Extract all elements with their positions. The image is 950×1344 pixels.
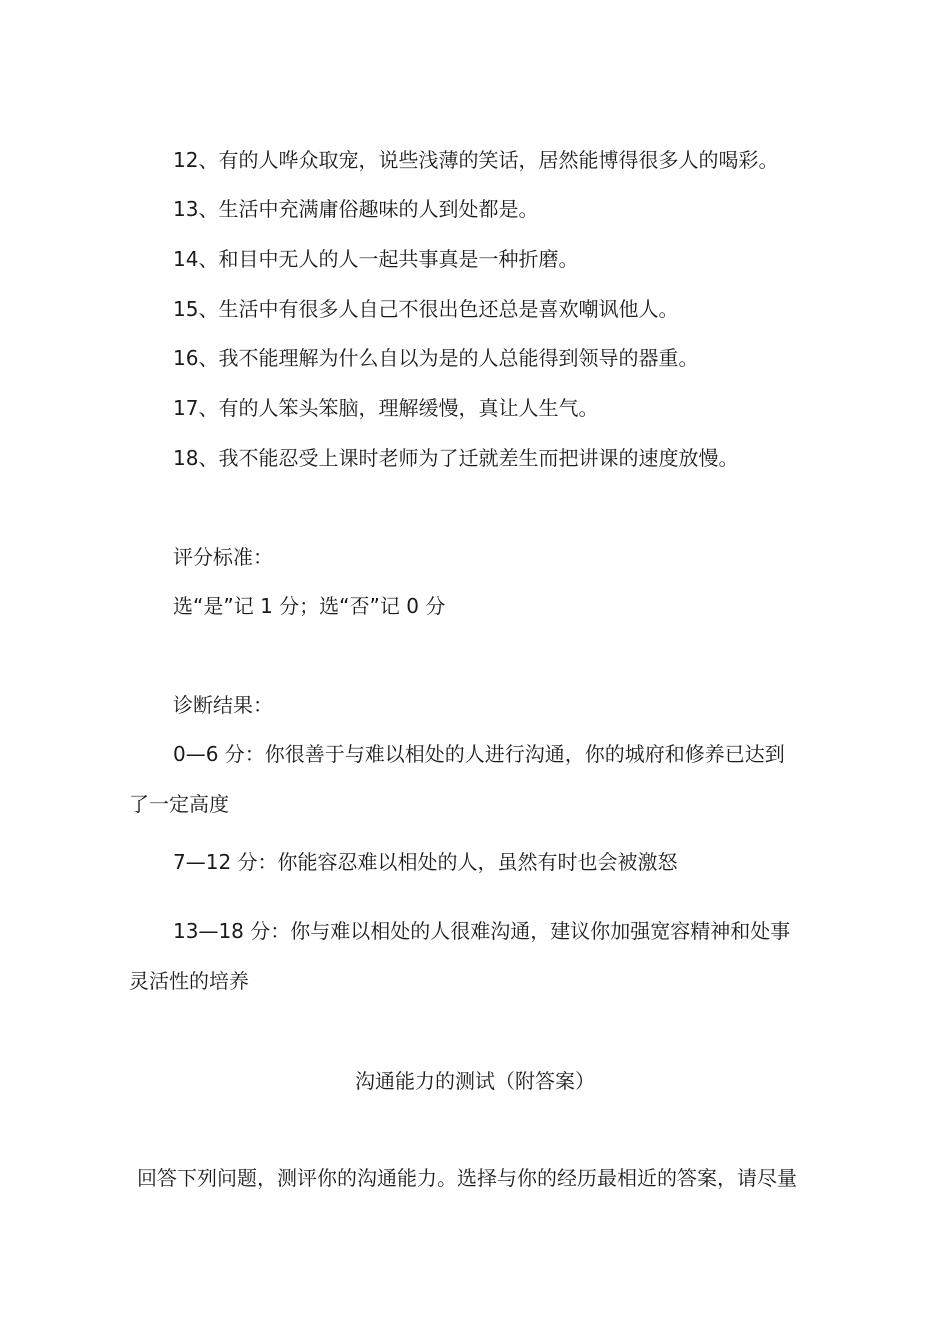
section-intro: 回答下列问题，测评你的沟通能力。选择与你的经历最相近的答案，请尽量 <box>137 1166 797 1190</box>
diagnosis-heading: 诊断结果： <box>173 693 273 717</box>
diagnosis-range-3: 13—18 分：你与难以相处的人很难沟通，建议你加强宽容精神和处事 <box>173 919 791 943</box>
section-title: 沟通能力的测试（附答案） <box>355 1069 595 1093</box>
question-13: 13、生活中充满庸俗趣味的人到处都是。 <box>173 197 539 221</box>
question-16: 16、我不能理解为什么自以为是的人总能得到领导的器重。 <box>173 346 699 370</box>
question-17: 17、有的人笨头笨脑，理解缓慢，真让人生气。 <box>173 396 599 420</box>
diagnosis-range-3-cont: 灵活性的培养 <box>129 969 249 993</box>
question-15: 15、生活中有很多人自己不很出色还总是喜欢嘲讽他人。 <box>173 297 679 321</box>
scoring-heading: 评分标准： <box>173 545 273 569</box>
question-18: 18、我不能忍受上课时老师为了迁就差生而把讲课的速度放慢。 <box>173 446 739 470</box>
diagnosis-range-1: 0—6 分：你很善于与难以相处的人进行沟通，你的城府和修养已达到 <box>173 742 785 766</box>
question-12: 12、有的人哗众取宠，说些浅薄的笑话，居然能博得很多人的喝彩。 <box>173 148 779 172</box>
question-14: 14、和目中无人的人一起共事真是一种折磨。 <box>173 247 579 271</box>
scoring-rule: 选“是”记 1 分；选“否”记 0 分 <box>173 594 446 618</box>
diagnosis-range-1-cont: 了一定高度 <box>129 792 229 816</box>
diagnosis-range-2: 7—12 分：你能容忍难以相处的人，虽然有时也会被激怒 <box>173 850 678 874</box>
